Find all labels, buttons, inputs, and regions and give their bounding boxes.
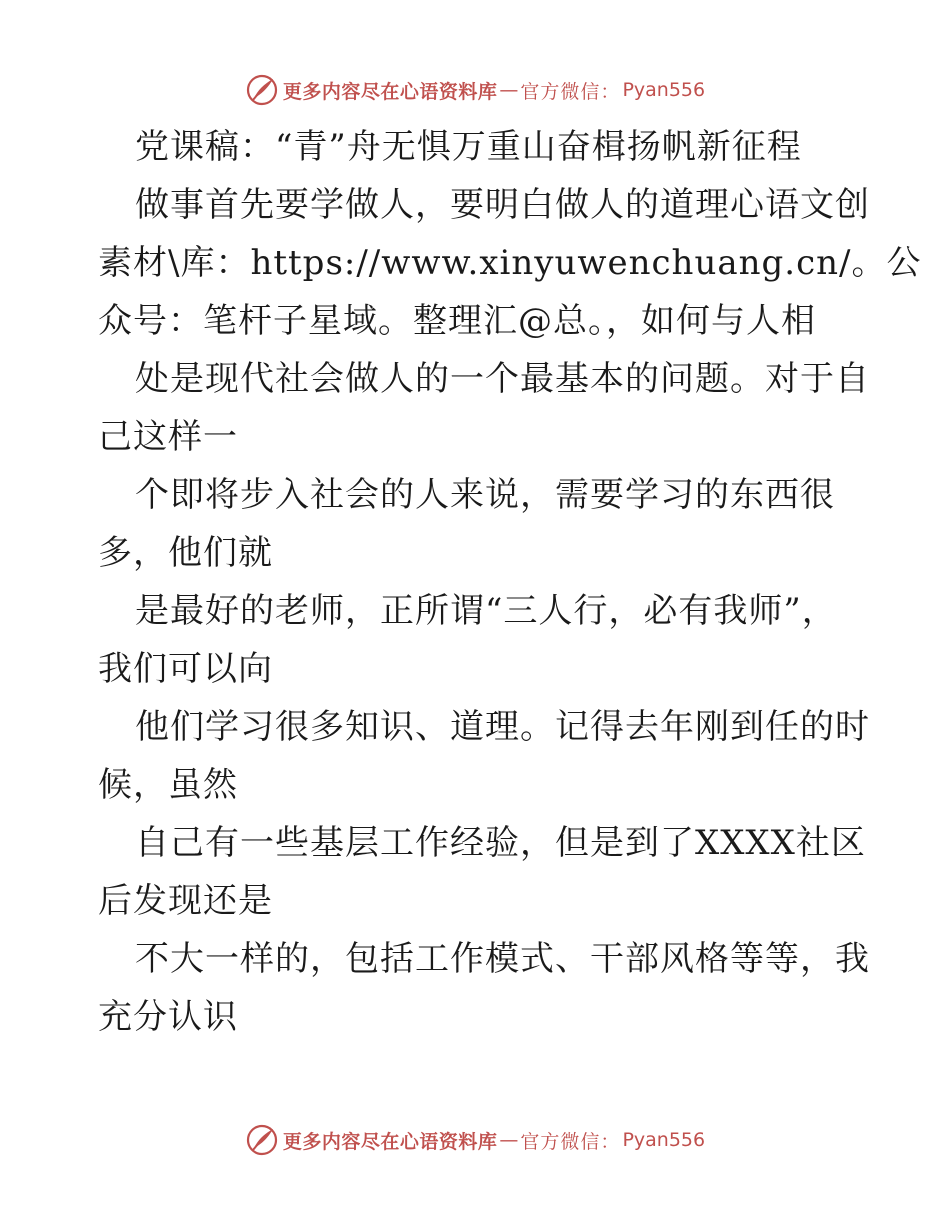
banner-main-text: 更多内容尽在心语资料库 xyxy=(282,1130,498,1153)
banner-main-text: 更多内容尽在心语资料库 xyxy=(282,80,498,103)
body-line: 处是现代社会做人的一个最基本的问题。对于自 xyxy=(135,359,870,399)
body-line: 众号：笔杆子星域。整理汇@总。，如何与人相 xyxy=(98,301,816,341)
body-line: 他们学习很多知识、道理。记得去年刚到任的时 xyxy=(135,707,870,747)
body-line: 做事首先要学做人，要明白做人的道理心语文创 xyxy=(135,185,870,225)
body-line: 候，虽然 xyxy=(98,765,238,805)
body-line: 己这样一 xyxy=(98,417,238,457)
banner-dash: — xyxy=(499,1129,519,1151)
banner-sub-text: 官方微信： xyxy=(520,1130,621,1153)
quill-pen-logo-icon xyxy=(245,73,279,107)
body-line: 自己有一些基层工作经验，但是到了XXXX社区 xyxy=(135,823,866,863)
document-title-line: 党课稿：“青”舟无惧万重山奋楫扬帆新征程 xyxy=(135,127,802,167)
quill-pen-logo-icon xyxy=(245,1123,279,1157)
banner-sub-text: 官方微信： xyxy=(520,80,621,103)
body-line: 是最好的老师，正所谓“三人行，必有我师”， xyxy=(135,591,837,631)
body-line: 后发现还是 xyxy=(98,881,273,921)
header-banner xyxy=(0,70,950,110)
body-line: 多，他们就 xyxy=(98,533,273,573)
banner-dash: — xyxy=(499,79,519,101)
body-line: 充分认识 xyxy=(98,997,238,1037)
body-line: 素材\库：https://www.xinyuwenchuang.cn/。公 xyxy=(98,243,922,283)
banner-wechat-handle: Pyan556 xyxy=(622,1129,706,1151)
document-body xyxy=(98,118,922,1046)
body-line: 我们可以向 xyxy=(98,649,273,689)
body-line: 不大一样的，包括工作模式、干部风格等等，我 xyxy=(135,939,870,979)
banner-wechat-handle: Pyan556 xyxy=(622,79,706,101)
body-line: 个即将步入社会的人来说，需要学习的东西很 xyxy=(135,475,835,515)
footer-banner xyxy=(0,1120,950,1160)
